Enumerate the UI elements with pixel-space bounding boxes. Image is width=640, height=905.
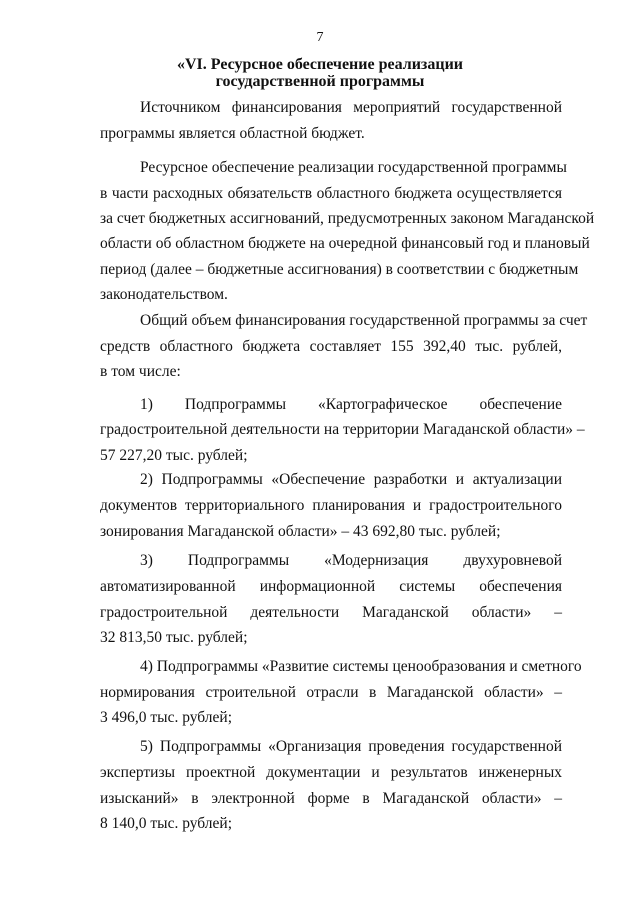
text-line: 5) Подпрограммы «Организация проведения государственной [140, 738, 562, 755]
text-line: документов территориального планирования и градостроительного [100, 497, 562, 514]
text-line: 57 227,20 тыс. рублей; [100, 447, 248, 464]
text-line: 8 140,0 тыс. рублей; [100, 815, 232, 832]
text-line: нормирования строительной отрасли в Магаданской области» – [100, 684, 562, 701]
text-line: за счет бюджетных ассигнований, предусмотренных законом Магаданской [100, 210, 595, 227]
text-line: градостроительной деятельности на территории Магаданской области» – [100, 421, 585, 438]
text-line: области об областном бюджете на очередной финансовый год и плановый [100, 235, 590, 252]
text-line: 1) Подпрограммы «Картографическое обеспечение [140, 396, 562, 413]
text-line: зонирования Магаданской области» – 43 692,80 тыс. рублей; [100, 523, 501, 540]
text-line: 3 496,0 тыс. рублей; [100, 709, 232, 726]
text-line: в части расходных обязательств областного бюджета осуществляется [100, 185, 562, 202]
text-line: 3) Подпрограммы «Модернизация двухуровневой [140, 552, 562, 569]
text-line: средств областного бюджета составляет 155 392,40 тыс. рублей, [100, 338, 562, 355]
text-line: 2) Подпрограммы «Обеспечение разработки и актуализации [140, 471, 562, 488]
text-line: автоматизированной информационной системы обеспечения [100, 578, 562, 595]
text-line: период (далее – бюджетные ассигнования) в соответствии с бюджетным [100, 261, 579, 278]
text-line: в том числе: [100, 363, 181, 380]
text-line: 4) Подпрограммы «Развитие системы ценообразования и сметного [140, 658, 582, 675]
text-line: Ресурсное обеспечение реализации государственной программы [140, 159, 567, 176]
text-line: законодательством. [100, 286, 228, 303]
text-line: 32 813,50 тыс. рублей; [100, 629, 248, 646]
text-line: Общий объем финансирования государственной программы за счет [140, 312, 588, 329]
text-line: градостроительной деятельности Магаданской области» – [100, 604, 562, 621]
text-line: программы является областной бюджет. [100, 125, 365, 142]
text-line: Источником финансирования мероприятий государственной [140, 99, 562, 116]
section-title-line: «VI. Ресурсное обеспечение реализации [176, 56, 464, 73]
text-line: изысканий» в электронной форме в Магаданской области» – [100, 790, 562, 807]
page-number: 7 [316, 30, 324, 45]
text-line: экспертизы проектной документации и результатов инженерных [100, 764, 562, 781]
section-title [0, 56, 640, 90]
section-title-line: государственной программы [215, 73, 425, 90]
